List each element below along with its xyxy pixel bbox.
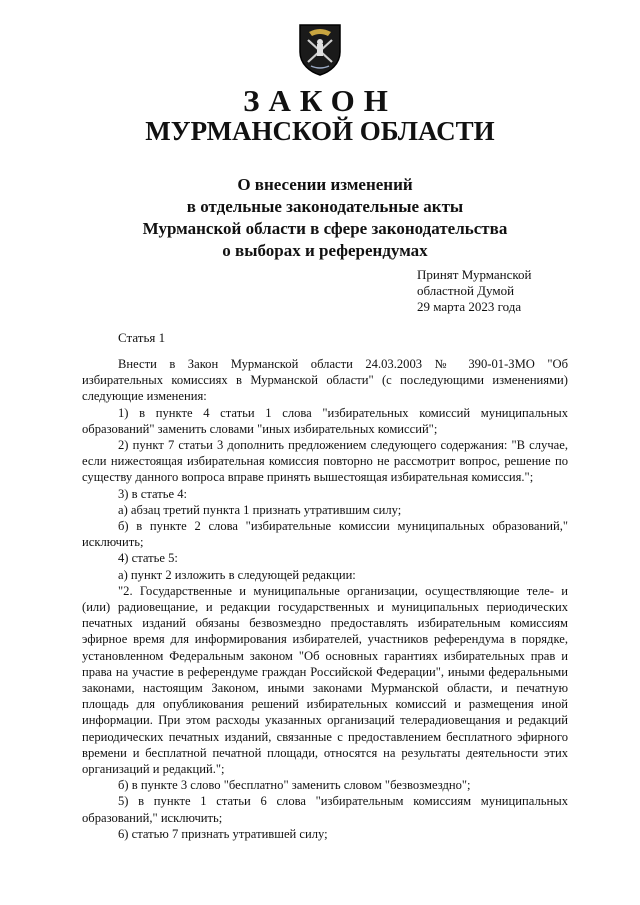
title-line: в отдельные законодательные акты (186, 197, 464, 216)
adoption-line: областной Думой (417, 283, 515, 298)
paragraph: 5) в пункте 1 статьи 6 слова "избирательным комиссиям муниципальных образований," исключить; (82, 794, 568, 825)
paragraph: 2) пункт 7 статьи 3 дополнить предложением следующего содержания: "В случае, если нижестоящая избирательная комиссия повторно не рассмотрит вопрос, решение по существу данного вопроса вправе принять вышестоящая избирательная комиссия."; (82, 438, 568, 485)
paragraph: Внести в Закон Мурманской области 24.03.2003 № 390-01-ЗМО "Об избирательных комиссиях в Мурманской области" (с последующими изменениями) следующие изменения: (82, 357, 568, 404)
paragraph: 3) в статье 4: (118, 486, 188, 501)
adoption-date: 29 марта 2023 года (417, 299, 522, 314)
title-line: Мурманской области в сфере законодательства (142, 219, 508, 238)
law-body (82, 356, 568, 842)
law-heading: ЗАКОН (243, 83, 397, 118)
coat-of-arms-icon (297, 22, 343, 76)
paragraph: 6) статью 7 признать утратившей силу; (118, 826, 328, 841)
adoption-line: Принят Мурманской (417, 267, 532, 282)
law-title (0, 174, 640, 262)
paragraph: 1) в пункте 4 статьи 1 слова "избирательных комиссий муниципальных образований" заменить словами "иных избирательных комиссий"; (82, 405, 568, 436)
paragraph: 4) статье 5: (118, 551, 178, 566)
title-line: О внесении изменений (237, 175, 413, 194)
paragraph: а) пункт 2 изложить в следующей редакции: (118, 567, 356, 582)
paragraph: "2. Государственные и муниципальные организации, осуществляющие теле- и (или) радиовещание, и редакции государственных и муниципальных периодических печатных изданий обязаны безвозмездно предоставлять избирательным комиссиям эфирное время для информирования избирателей, участников референдума в порядке, установленном Федеральным законом "Об основных гарантиях избирательных прав и права на участие в референдуме граждан Российской Федерации", иными федеральными законами, настоящим Законом, иными законами Мурманской области, и печатную площадь для опубликования решений избирательных комиссий и размещения иной информации. При этом расходы указанных организаций телерадиовещания и редакций периодических печатных изданий, связанные с предоставлением бесплатного эфирного времени и бесплатной печатной площади, относятся на результаты деятельности этих организаций и редакций."; (82, 583, 568, 777)
article-heading: Статья 1 (118, 330, 166, 345)
paragraph: б) в пункте 2 слова "избирательные комиссии муниципальных образований," исключить; (82, 519, 568, 550)
adoption-note (417, 267, 532, 315)
title-line: о выборах и референдумах (222, 241, 428, 260)
paragraph: а) абзац третий пункта 1 признать утратившим силу; (118, 502, 402, 517)
law-region-heading: МУРМАНСКОЙ ОБЛАСТИ (145, 116, 495, 146)
paragraph: б) в пункте 3 слово "бесплатно" заменить словом "безвозмездно"; (118, 778, 471, 793)
